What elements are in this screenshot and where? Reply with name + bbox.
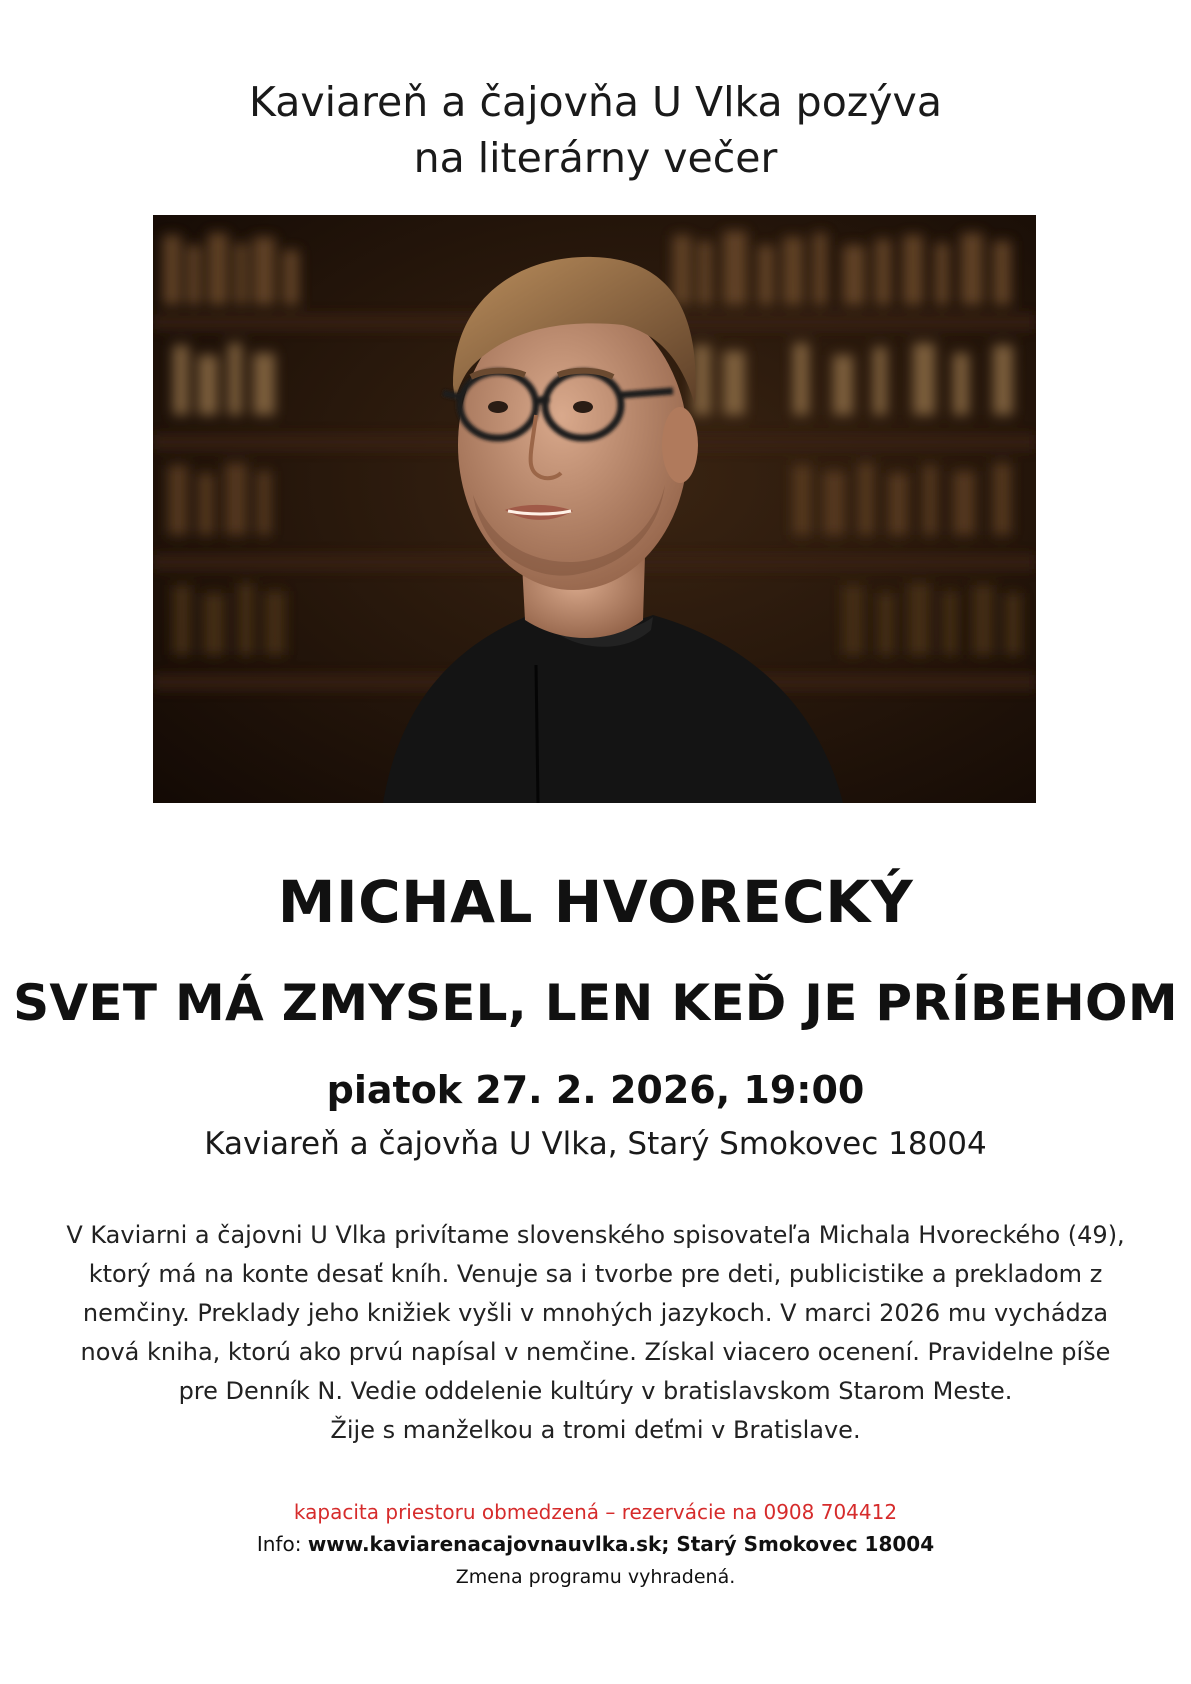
description-line: pre Denník N. Vedie oddelenie kultúry v bratislavskom Starom Meste. <box>178 1377 1013 1405</box>
info-label: Info: <box>256 1532 308 1556</box>
event-description <box>60 1216 1131 1450</box>
description-line: nemčiny. Preklady jeho knižiek vyšli v mnohých jazykoch. V marci 2026 mu vychádza <box>82 1299 1109 1327</box>
portrait-illustration <box>153 215 1036 803</box>
event-date-time: piatok 27. 2. 2026, 19:00 <box>326 1068 865 1112</box>
invitation-heading <box>0 74 1191 186</box>
info-line <box>0 1532 1191 1556</box>
invitation-line-1: Kaviareň a čajovňa U Vlka pozýva <box>249 78 942 126</box>
invitation-line-2: na literárny večer <box>413 134 778 182</box>
author-portrait-photo <box>153 215 1036 803</box>
author-name: MICHAL HVORECKÝ <box>277 868 914 936</box>
description-line: Žije s manželkou a tromi deťmi v Bratislave. <box>330 1416 861 1444</box>
description-line: ktorý má na konte desať kníh. Venuje sa i tvorbe pre deti, publicistike a prekladom z <box>88 1260 1103 1288</box>
event-venue: Kaviareň a čajovňa U Vlka, Starý Smokovec 18004 <box>204 1126 987 1162</box>
reservation-notice: kapacita priestoru obmedzená – rezervácie na 0908 704412 <box>293 1500 898 1524</box>
info-website-address: www.kaviarenacajovnauvlka.sk; Starý Smokovec 18004 <box>307 1532 935 1556</box>
event-title: SVET MÁ ZMYSEL, LEN KEĎ JE PRÍBEHOM <box>13 974 1178 1032</box>
description-line: nová kniha, ktorú ako prvú napísal v nemčine. Získal viacero ocenení. Pravidelne píše <box>80 1338 1111 1366</box>
program-change-note: Zmena programu vyhradená. <box>455 1566 736 1588</box>
description-line: V Kaviarni a čajovni U Vlka privítame slovenského spisovateľa Michala Hvoreckého (49), <box>66 1221 1125 1249</box>
